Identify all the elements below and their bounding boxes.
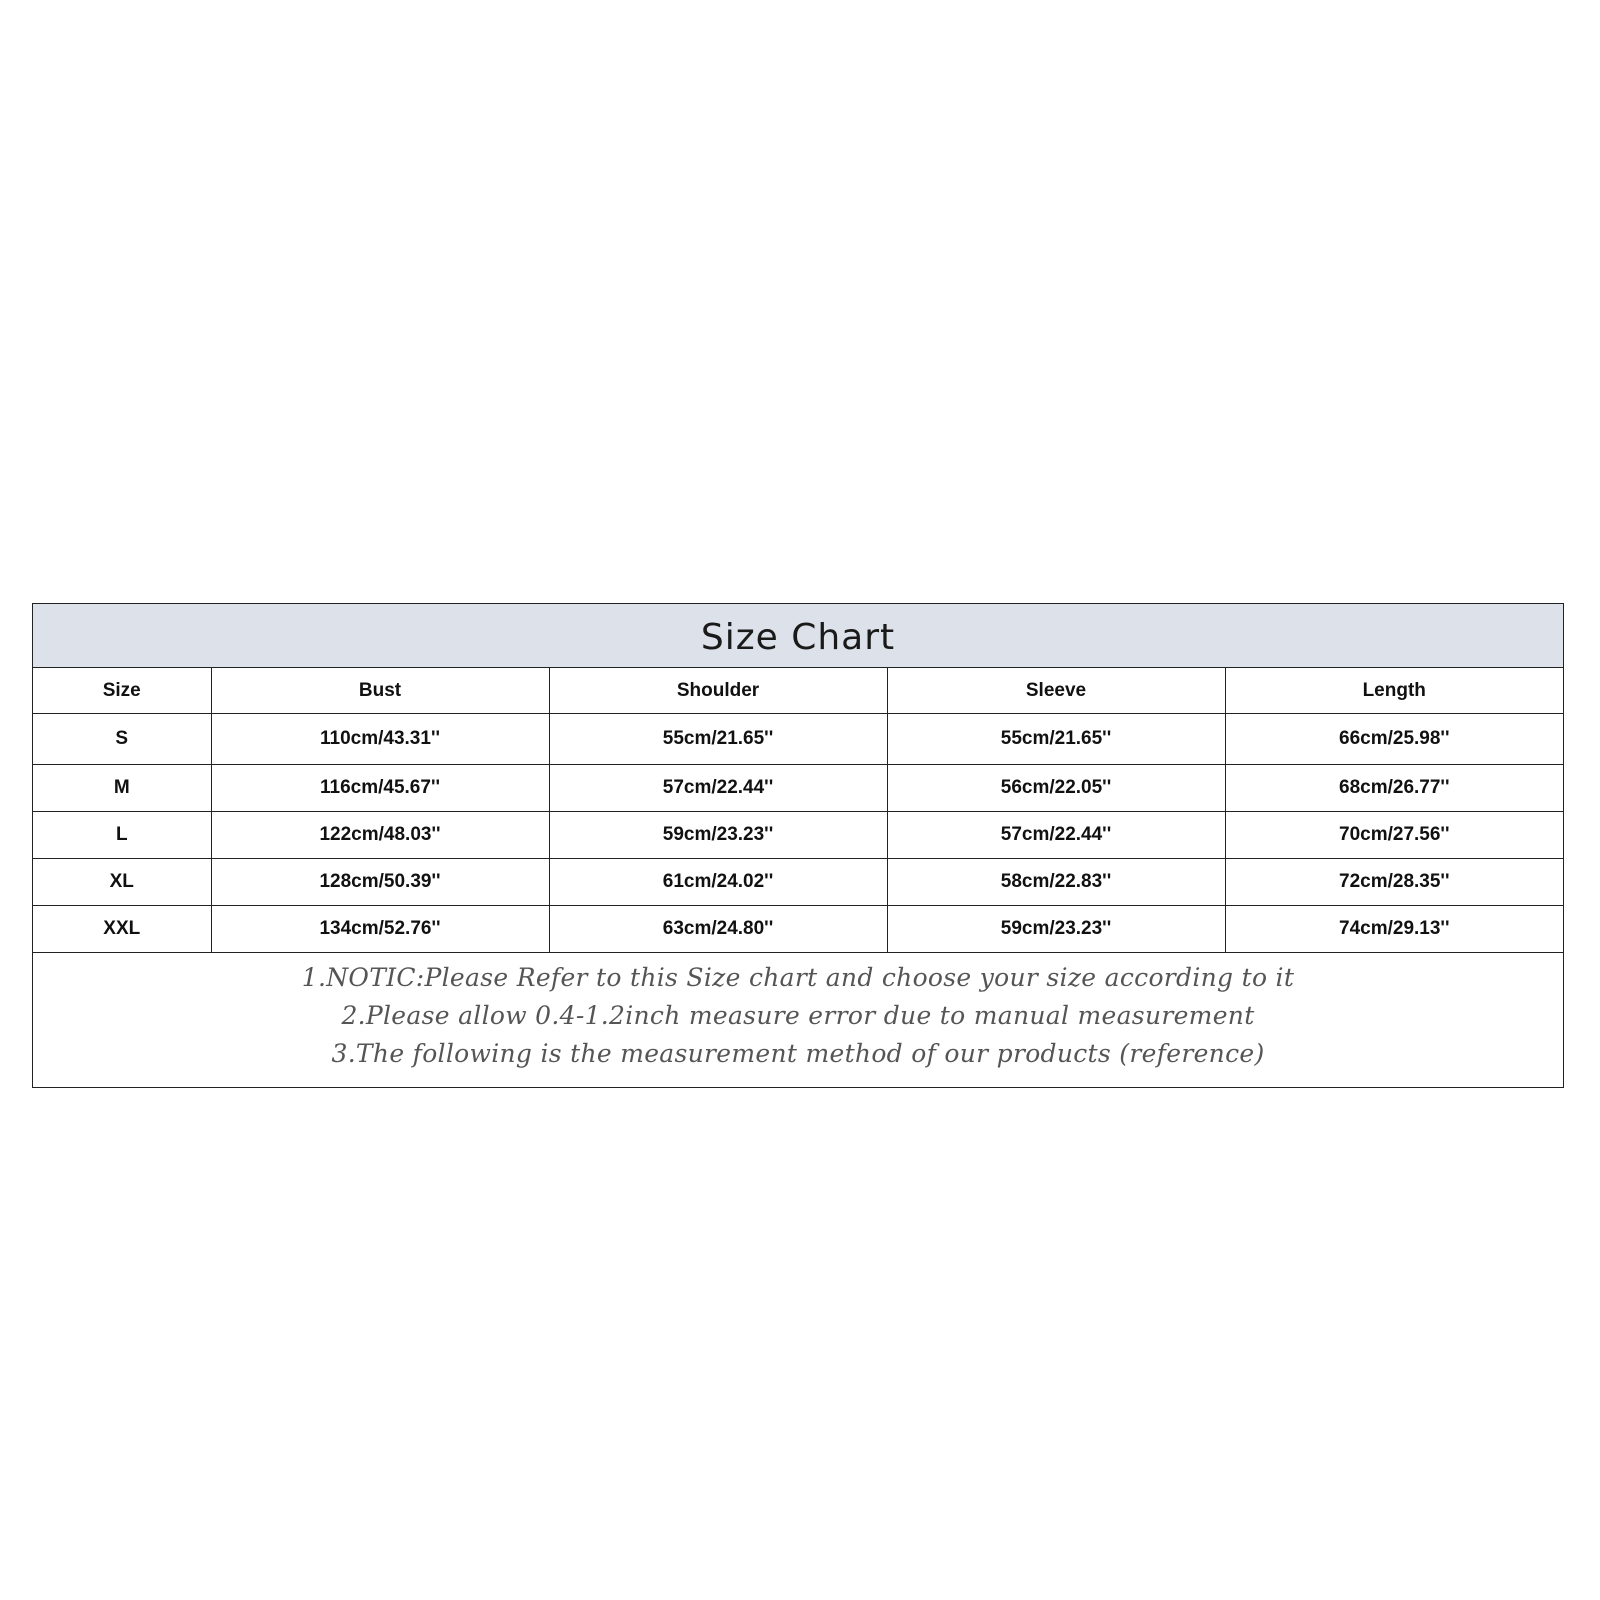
note-line: 1.NOTIC:Please Refer to this Size chart and choose your size according to it — [301, 963, 1295, 992]
header-shoulder: Shoulder — [549, 668, 887, 714]
cell-sleeve: 58cm/22.83'' — [887, 859, 1225, 906]
cell-size: XXL — [33, 906, 211, 953]
cell-shoulder: 57cm/22.44'' — [549, 765, 887, 812]
cell-length: 70cm/27.56'' — [1225, 812, 1563, 859]
size-chart — [32, 603, 1564, 1088]
note-line: 2.Please allow 0.4-1.2inch measure error due to manual measurement — [341, 1001, 1255, 1030]
cell-shoulder: 55cm/21.65'' — [549, 714, 887, 765]
header-sleeve: Sleeve — [887, 668, 1225, 714]
cell-bust: 116cm/45.67'' — [211, 765, 549, 812]
note-line: 3.The following is the measurement method of our products (reference) — [331, 1039, 1265, 1068]
cell-shoulder: 59cm/23.23'' — [549, 812, 887, 859]
cell-bust: 134cm/52.76'' — [211, 906, 549, 953]
title-bar — [33, 604, 1563, 668]
cell-size: M — [33, 765, 211, 812]
header-size: Size — [33, 668, 211, 714]
table-row — [33, 714, 1563, 765]
cell-length: 72cm/28.35'' — [1225, 859, 1563, 906]
cell-shoulder: 63cm/24.80'' — [549, 906, 887, 953]
cell-sleeve: 56cm/22.05'' — [887, 765, 1225, 812]
table-row — [33, 812, 1563, 859]
cell-size: L — [33, 812, 211, 859]
header-row — [33, 668, 1563, 714]
notes-section — [33, 953, 1563, 1087]
table-row — [33, 765, 1563, 812]
cell-sleeve: 59cm/23.23'' — [887, 906, 1225, 953]
cell-size: S — [33, 714, 211, 765]
cell-sleeve: 57cm/22.44'' — [887, 812, 1225, 859]
header-bust: Bust — [211, 668, 549, 714]
cell-sleeve: 55cm/21.65'' — [887, 714, 1225, 765]
size-table — [33, 668, 1563, 953]
chart-title: Size Chart — [700, 617, 896, 658]
cell-bust: 122cm/48.03'' — [211, 812, 549, 859]
cell-length: 66cm/25.98'' — [1225, 714, 1563, 765]
cell-length: 74cm/29.13'' — [1225, 906, 1563, 953]
cell-length: 68cm/26.77'' — [1225, 765, 1563, 812]
cell-size: XL — [33, 859, 211, 906]
table-row — [33, 859, 1563, 906]
cell-bust: 110cm/43.31'' — [211, 714, 549, 765]
header-length: Length — [1225, 668, 1563, 714]
table-row — [33, 906, 1563, 953]
cell-bust: 128cm/50.39'' — [211, 859, 549, 906]
cell-shoulder: 61cm/24.02'' — [549, 859, 887, 906]
